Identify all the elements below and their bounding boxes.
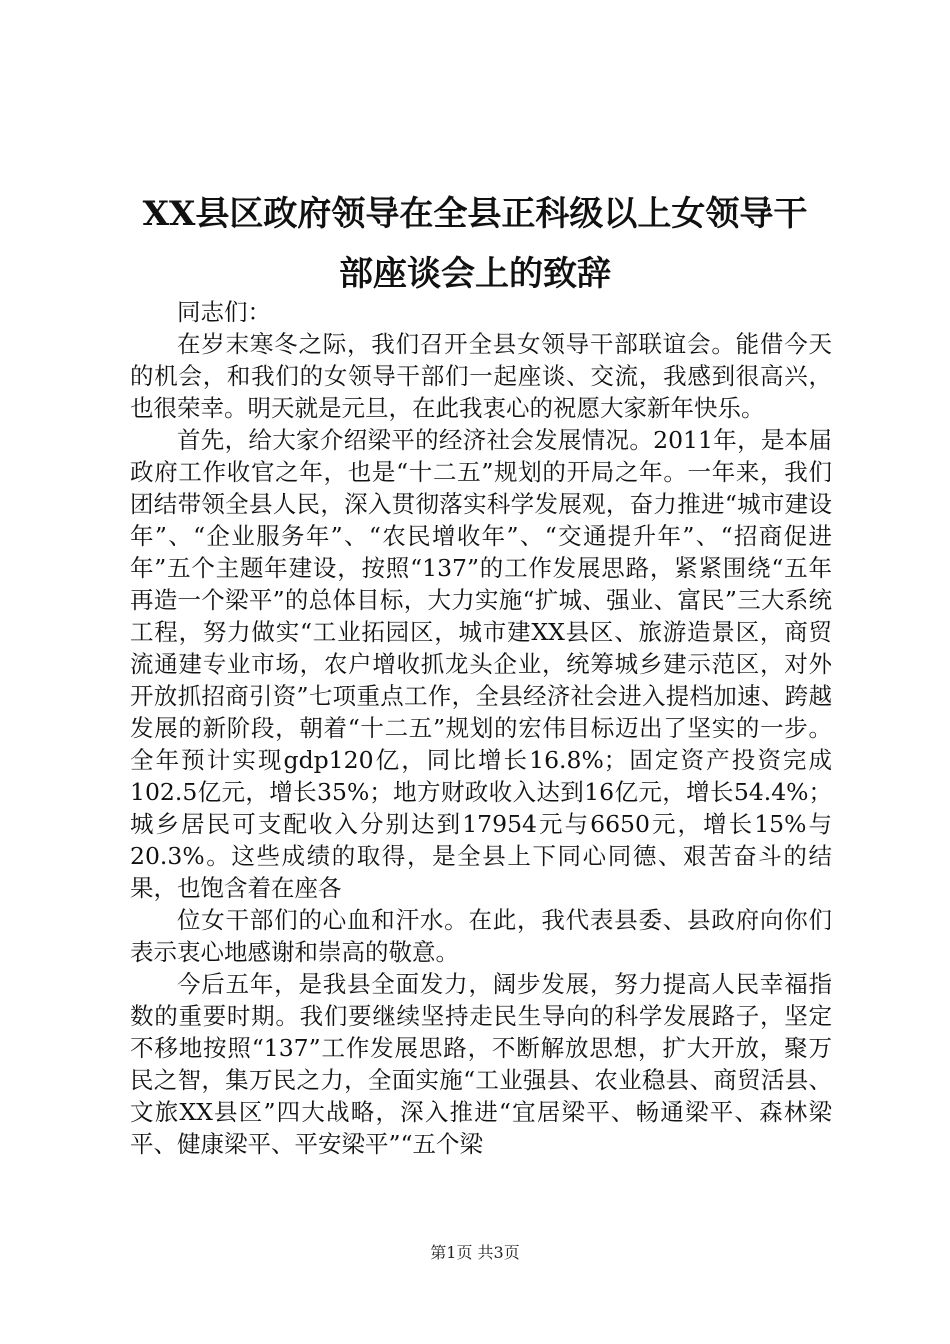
page-footer: 第1页 共3页 — [430, 1243, 520, 1262]
paragraph-4: 今后五年，是我县全面发力，阔步发展，努力提高人民幸福指数的重要时期。我们要继续坚持走民生导向的科学发展路子，坚定不移地按照“137”工作发展思路，不断解放思想，扩大开放，聚万民之智，集万民之力，全面实施“工业强县、农业稳县、商贸活县、文旅XX县区”四大战略，深入推进“宜居梁平、畅通梁平、森林梁平、健康梁平、平安梁平”“五个梁 — [130, 970, 832, 1158]
document-title-line-2: 部座谈会上的致辞 — [339, 254, 611, 294]
document-body — [130, 296, 832, 1160]
paragraph-2: 首先，给大家介绍梁平的经济社会发展情况。2011年，是本届政府工作收官之年，也是“十二五”规划的开局之年。一年来，我们团结带领全县人民，深入贯彻落实科学发展观，奋力推进“城市建设年”、“企业服务年”、“农民增收年”、“交通提升年”、“招商促进年”五个主题年建设，按照“137”的工作发展思路，紧紧围绕“五年再造一个梁平”的总体目标，大力实施“扩城、强业、富民”三大系统工程，努力做实“工业拓园区，城市建XX县区、旅游造景区，商贸流通建专业市场，农户增收抓龙头企业，统筹城乡建示范区，对外开放抓招商引资”七项重点工作，全县经济社会进入提档加速、跨越发展的新阶段，朝着“十二五”规划的宏伟目标迈出了坚实的一步。全年预计实现gdp120亿，同比增长16.8%；固定资产投资完成102.5亿元，增长35%；地方财政收入达到16亿元，增长54.4%；城乡居民可支配收入分别达到17954元与6650元，增长15%与20.3%。这些成绩的取得，是全县上下同心同德、艰苦奋斗的结果，也饱含着在座各 — [130, 426, 832, 902]
paragraph-1: 在岁末寒冬之际，我们召开全县女领导干部联谊会。能借今天的机会，和我们的女领导干部们一起座谈、交流，我感到很高兴，也很荣幸。明天就是元旦，在此我衷心的祝愿大家新年快乐。 — [130, 330, 832, 422]
document-title-line-1: XX县区政府领导在全县正科级以上女领导干 — [142, 194, 808, 234]
paragraph-3: 位女干部们的心血和汗水。在此，我代表县委、县政府向你们表示衷心地感谢和崇高的敬意。 — [130, 906, 832, 966]
salutation: 同志们： — [177, 298, 271, 326]
